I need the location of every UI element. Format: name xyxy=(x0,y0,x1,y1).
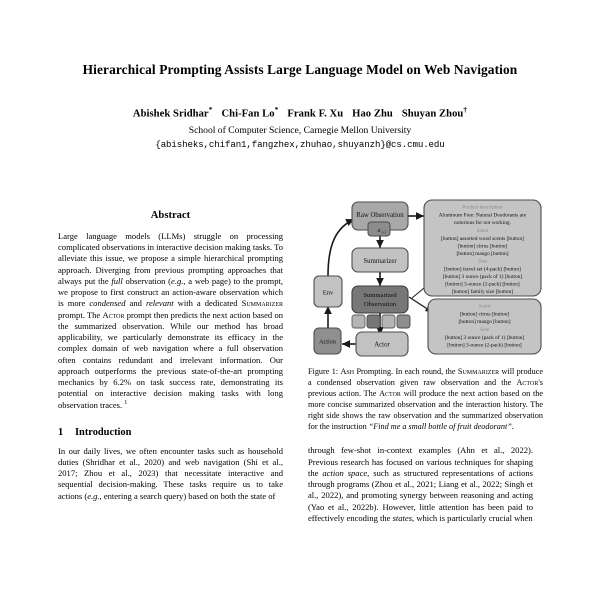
abstract-sc-summarizer: Summarizer xyxy=(241,298,284,309)
svg-text:a: a xyxy=(377,228,381,234)
author-list xyxy=(58,105,542,120)
abstract-em-full: full xyxy=(111,275,123,286)
left-column xyxy=(58,188,283,524)
svg-text:Scent: Scent xyxy=(478,303,491,310)
figure-panel-raw-observation xyxy=(424,200,541,296)
figure-1-graphic xyxy=(308,194,543,357)
right-column xyxy=(308,188,544,524)
svg-text:Product description: Product description xyxy=(462,204,503,211)
figure-node-actor xyxy=(356,332,408,356)
figure-node-summarizer xyxy=(352,248,408,272)
abstract-text-5: with a dedicated xyxy=(173,298,242,309)
figure-1 xyxy=(308,194,543,432)
svg-text:[button] mango [button]: [button] mango [button] xyxy=(458,319,511,325)
svg-text:[button] mango [button]: [button] mango [button] xyxy=(456,251,509,257)
figure-panel-summarized-observation xyxy=(428,299,541,354)
svg-text:t-1: t-1 xyxy=(381,229,387,235)
svg-text:Scent: Scent xyxy=(476,228,489,234)
section-title: Introduction xyxy=(75,426,132,438)
figure-caption-sc-actor-2: Actor xyxy=(379,388,401,398)
section-number: 1 xyxy=(58,426,64,438)
abstract-text-2: observation ( xyxy=(122,275,172,286)
figure-node-env xyxy=(314,276,342,307)
intro-text-2: , entering a search query) based on both the state of xyxy=(99,490,276,501)
abstract-em-eg: e.g. xyxy=(171,275,184,286)
right-col-em-states: states xyxy=(392,512,413,523)
footnote-marker: 1 xyxy=(124,399,128,406)
author-2: Frank F. Xu xyxy=(287,108,344,120)
svg-text:[button] citrus [button]: [button] citrus [button] xyxy=(459,311,510,318)
abstract-text-6: prompt. The xyxy=(58,309,103,320)
abstract-heading: Abstract xyxy=(150,210,191,221)
figure-caption-instruction: “Find me a small bottle of fruit deodorant” xyxy=(368,421,512,431)
figure-caption-label: Figure 1: xyxy=(308,367,341,376)
right-column-paragraph xyxy=(308,445,533,524)
svg-text:[button] family size [button]: [button] family size [button] xyxy=(451,289,514,295)
author-1-mark: * xyxy=(274,104,279,114)
svg-text:Observation: Observation xyxy=(363,301,397,308)
figure-caption-sc-ash: Ash xyxy=(340,367,355,376)
figure-node-prev-action xyxy=(368,222,390,236)
svg-text:[button] 3 ounce (pack of 1) [: [button] 3 ounce (pack of 1) [button] xyxy=(444,335,525,341)
introduction-paragraph xyxy=(58,446,283,502)
svg-text:[button] 3 ounce (pack of 1) [: [button] 3 ounce (pack of 1) [button] xyxy=(442,274,523,280)
svg-text:Env: Env xyxy=(322,289,334,297)
figure-caption-sc-actor: Actor xyxy=(516,377,539,387)
figure-caption-text-4: will produce the next action based on the more concise summarized observation and the interaction history. The right side shows the raw observation and the summarized observation for the instruction xyxy=(308,388,543,431)
svg-text:Size: Size xyxy=(480,327,489,333)
svg-text:[button] assorted wood scents: [button] assorted wood scents [button] xyxy=(441,236,524,242)
author-1: Chi-Fan Lo xyxy=(221,108,275,120)
right-col-text-1: through few-shot in-context examples (Ahn et al., 2022). Previous research has focused on various techniques for shaping the xyxy=(308,445,533,478)
intro-text-1: In our daily lives, we often encounter tasks such as household duties (Shridhar et al., 2020) and web navigation (Shi et al., 2017; Zhou et al., 2023) that necessitate interactive and sequential decision-making. These tasks require us to take actions ( xyxy=(58,445,283,501)
abstract-text-3: , a web page) to the prompt, we propose to first construct an action-aware observation which is more xyxy=(58,275,283,309)
intro-em-eg: e.g. xyxy=(87,490,100,501)
figure-caption-text-1: Prompting. In each round, the xyxy=(354,367,458,376)
svg-text:Actor: Actor xyxy=(374,341,390,349)
svg-text:Aluminum Free: Natural Deodora: Aluminum Free: Natural Deodorants are xyxy=(438,212,527,219)
abstract-text-1: Large language models (LLMs) struggle on processing complicated observations in interactive decision making tasks. To alleviate this issue, we propose a simple hierarchical prompting approach. Diverging from previous prompting approaches that always put the xyxy=(58,231,283,286)
svg-text:Raw Observation: Raw Observation xyxy=(356,212,404,219)
author-0: Abishek Sridhar xyxy=(132,108,209,120)
svg-text:[button] 3-ounce (2-pack) [but: [button] 3-ounce (2-pack) [button] xyxy=(447,342,522,349)
figure-caption xyxy=(308,367,543,432)
affiliation: School of Computer Science, Carnegie Mellon University xyxy=(188,124,412,136)
right-col-em-action-space: action space xyxy=(322,467,368,478)
figure-history-strip xyxy=(352,315,410,328)
figure-node-summarized-observation xyxy=(352,286,408,313)
svg-text:Action: Action xyxy=(319,338,336,346)
author-4: Shuyan Zhou xyxy=(401,108,464,120)
figure-node-action xyxy=(314,328,341,354)
contact-email: {abisheks,chifan1,fangzhex,zhuhao,shuyanzh}@cs.cmu.edu xyxy=(155,139,445,151)
svg-text:notorious for not working.: notorious for not working. xyxy=(454,220,511,226)
figure-caption-text-5: . xyxy=(511,421,514,431)
abstract-em-condensed: condensed xyxy=(89,298,126,309)
figure-caption-text-2: will produce a condensed observation given raw observation and the xyxy=(308,367,544,387)
svg-text:Summarized: Summarized xyxy=(363,292,397,299)
svg-text:Summarizer: Summarizer xyxy=(363,258,397,265)
page-title: Hierarchical Prompting Assists Large Language Model on Web Navigation xyxy=(82,62,518,77)
abstract-sc-actor: Actor xyxy=(102,309,125,320)
svg-text:Size: Size xyxy=(478,258,487,265)
column-container xyxy=(0,188,600,524)
section-heading-introduction xyxy=(58,427,283,438)
author-3: Hao Zhu xyxy=(352,108,393,120)
abstract-text-4: and xyxy=(125,298,146,309)
right-col-text-3: , which is particularly crucial when xyxy=(412,512,533,523)
svg-text:[button] citrus [button]: [button] citrus [button] xyxy=(457,243,508,250)
figure-caption-text-3: 's previous action. The xyxy=(308,377,543,398)
abstract-em-relevant: relevant xyxy=(145,298,174,309)
author-4-mark: † xyxy=(463,104,468,114)
right-col-text-2: , such as structured representations of actions through programs (Zhou et al., 2021; Liang et al., 2022; Singh et al., 2022), and promoting synergy between reasoning and acting (Yao et al., 2022b). However, little attention has been paid to effectively encoding the xyxy=(308,467,533,523)
abstract-paragraph xyxy=(58,231,283,411)
author-0-mark: * xyxy=(208,104,213,114)
svg-text:[button] 3-ounce (2-pack) [but: [button] 3-ounce (2-pack) [button] xyxy=(445,281,520,288)
abstract-text-7: prompt then predicts the next action based on the summarized observation. While our method has broad applicability, we particularly demonstrate its efficacy in the complex domain of web navigation where a full observation often contains redundant and irrelevant information. Our approach outperforms the previous state-of-the-art prompting mechanics by 6.2% on task success rate, demonstrating its potential on interactive decision making tasks with long observation traces. xyxy=(58,309,283,410)
figure-caption-sc-summarizer: Summarizer xyxy=(457,367,500,376)
svg-text:[button] travel set (4-pack) [: [button] travel set (4-pack) [button] xyxy=(444,266,521,273)
title-block xyxy=(0,0,600,150)
